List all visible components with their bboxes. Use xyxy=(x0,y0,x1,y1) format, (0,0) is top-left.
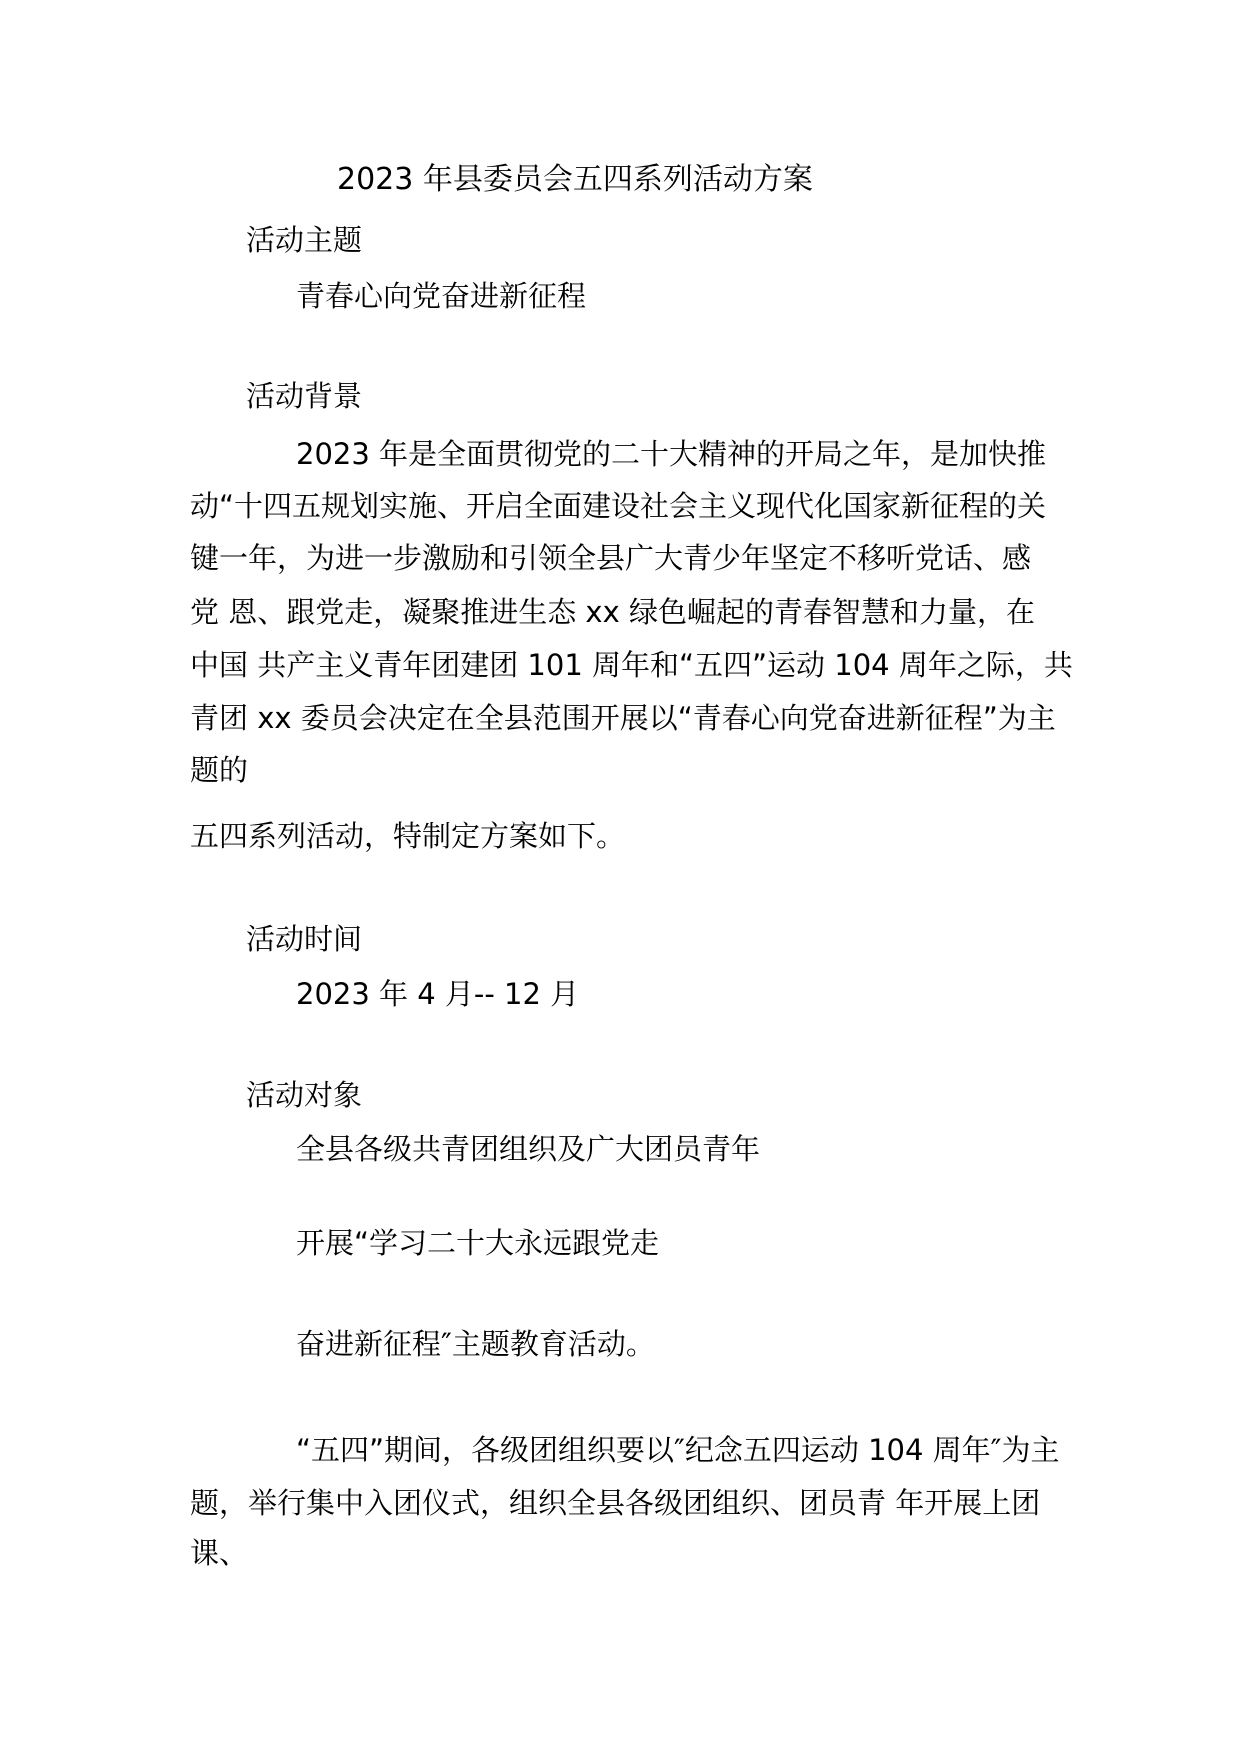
section-heading-theme: 活动主题 xyxy=(246,223,363,257)
target-content: 全县各级共青团组织及广大团员青年 xyxy=(296,1132,761,1166)
section-heading-target: 活动对象 xyxy=(246,1078,363,1112)
background-line-1: 2023 年是全面贯彻党的二十大精神的开局之年，是加快推 xyxy=(296,437,1047,471)
activity-line-1: 开展“学习二十大永远跟党走 xyxy=(296,1226,660,1260)
section-heading-time: 活动时间 xyxy=(246,922,363,956)
background-line-3: 键一年，为进一步激励和引领全县广大青少年坚定不移听党话、感 xyxy=(190,541,1032,575)
background-line-5: 中国 共产主义青年团建团 101 周年和“五四”运动 104 周年之际，共 xyxy=(190,648,1073,682)
page-title: 2023 年县委员会五四系列活动方案 xyxy=(337,162,813,197)
background-line-6: 青团 xx 委员会决定在全县范围开展以“青春心向党奋进新征程”为主 xyxy=(190,701,1056,735)
activity-para-line-2: 题，举行集中入团仪式，组织全县各级团组织、团员青 年开展上团 xyxy=(190,1486,1041,1520)
time-content: 2023 年 4 月-- 12 月 xyxy=(296,977,580,1011)
background-line-2: 动“十四五规划实施、开启全面建设社会主义现代化国家新征程的关 xyxy=(190,489,1047,523)
activity-para-line-3: 课、 xyxy=(190,1536,249,1570)
section-heading-background: 活动背景 xyxy=(246,379,363,413)
background-line-7: 题的 xyxy=(190,753,249,787)
background-line-8: 五四系列活动，特制定方案如下。 xyxy=(190,819,626,853)
theme-content: 青春心向党奋进新征程 xyxy=(296,279,587,313)
activity-line-2: 奋进新征程″主题教育活动。 xyxy=(296,1327,655,1361)
activity-para-line-1: “五四”期间，各级团组织要以″纪念五四运动 104 周年″为主 xyxy=(296,1433,1060,1467)
background-line-4: 党 恩、跟党走，凝聚推进生态 xx 绿色崛起的青春智慧和力量，在 xyxy=(190,595,1035,629)
